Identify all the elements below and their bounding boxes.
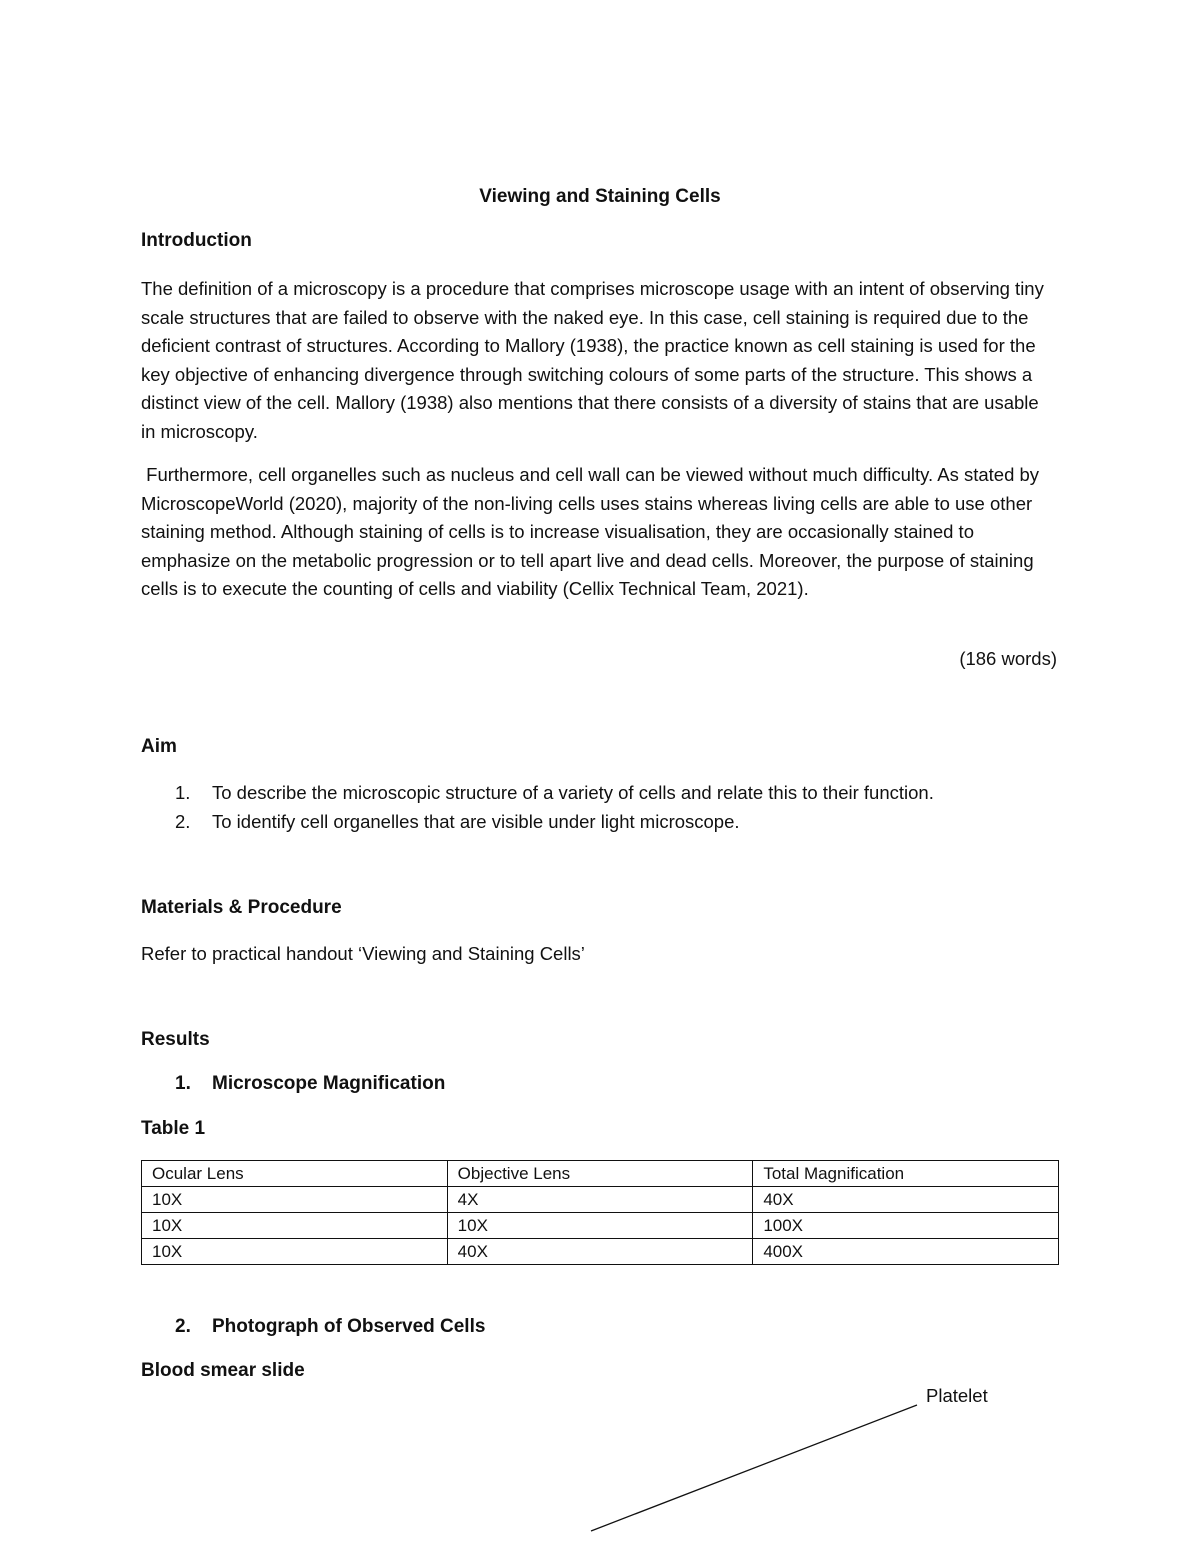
table-cell: 10X — [142, 1187, 448, 1213]
table-cell: 100X — [753, 1213, 1059, 1239]
section-number: 1. — [175, 1073, 191, 1094]
section-number: 2. — [175, 1316, 191, 1337]
list-item-number: 1. — [175, 782, 191, 803]
document-title: Viewing and Staining Cells — [479, 186, 721, 207]
table-cell: 10X — [142, 1239, 448, 1265]
table-cell: 40X — [753, 1187, 1059, 1213]
magnification-table — [141, 1160, 1059, 1265]
table-cell: 4X — [447, 1187, 753, 1213]
aim-list — [141, 779, 1059, 836]
platelet-label: Platelet — [926, 1385, 988, 1406]
table-label: Table 1 — [141, 1118, 206, 1139]
list-item — [141, 808, 1059, 837]
introduction-paragraph-2: Furthermore, cell organelles such as nucleus and cell wall can be viewed without much difficulty. As stated by MicroscopeWorld (2020), majority of the non-living cells uses stains whereas living cells are able to use other staining method. Although staining of cells is to increase visualisation, they are occasionally stained to emphasize on the metabolic progression or to tell apart live and dead cells. Moreover, the purpose of staining cells is to execute the counting of cells and viability (Cellix Technical Team, 2021). — [141, 464, 1045, 599]
results-section-2-heading — [141, 1316, 1059, 1344]
list-item — [141, 779, 1059, 808]
table-cell: 10X — [447, 1213, 753, 1239]
results-heading: Results — [141, 1029, 210, 1050]
slide-heading: Blood smear slide — [141, 1360, 305, 1381]
aim-heading: Aim — [141, 736, 177, 757]
introduction-paragraph-1: The definition of a microscopy is a procedure that comprises microscope usage with an intent of observing tiny scale structures that are failed to observe with the naked eye. In this case, cell staining is required due to the deficient contrast of structures. According to Mallory (1938), the practice known as cell staining is used for the key objective of enhancing divergence through switching colours of some parts of the structure. This shows a distinct view of the cell. Mallory (1938) also mentions that there consists of a diversity of stains that are usable in microscopy. — [141, 278, 1044, 442]
table-cell: 10X — [142, 1213, 448, 1239]
table-row — [142, 1213, 1059, 1239]
table-cell: 40X — [447, 1239, 753, 1265]
results-section-1-heading — [141, 1073, 1059, 1101]
list-item-text: To identify cell organelles that are visible under light microscope. — [212, 810, 740, 832]
table-cell: 400X — [753, 1239, 1059, 1265]
pointer-line — [591, 1405, 917, 1531]
list-item-text: To describe the microscopic structure of a variety of cells and relate this to their function. — [212, 782, 934, 803]
introduction-heading: Introduction — [141, 230, 252, 251]
table-header-cell: Objective Lens — [447, 1161, 753, 1187]
word-count: (186 words) — [959, 648, 1057, 669]
section-title: Photograph of Observed Cells — [212, 1316, 486, 1337]
table-row — [142, 1187, 1059, 1213]
materials-heading: Materials & Procedure — [141, 897, 342, 918]
table-header-cell: Total Magnification — [753, 1161, 1059, 1187]
materials-text: Refer to practical handout ‘Viewing and Staining Cells’ — [141, 943, 585, 964]
table-header-row — [142, 1161, 1059, 1187]
list-item-number: 2. — [175, 810, 191, 832]
section-title: Microscope Magnification — [212, 1073, 446, 1094]
table-row — [142, 1239, 1059, 1265]
table-header-cell: Ocular Lens — [142, 1161, 448, 1187]
